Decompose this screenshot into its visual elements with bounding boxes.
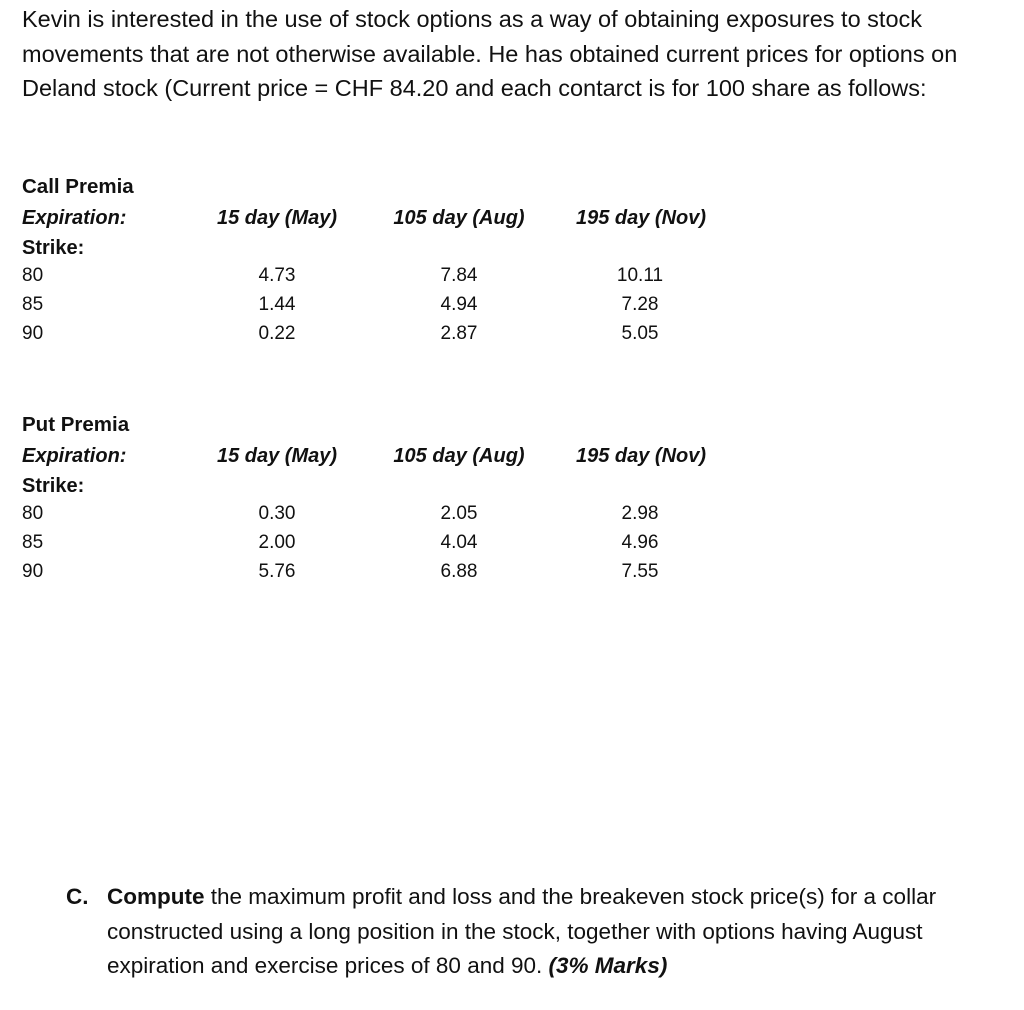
call-premia-title: Call Premia	[22, 175, 134, 198]
table-row	[0, 532, 1024, 561]
put-period-nov: 195 day (Nov)	[575, 445, 707, 467]
premium-value: 5.05	[621, 323, 659, 344]
premium-value: 4.73	[258, 265, 296, 286]
put-strike-label: Strike:	[22, 475, 85, 497]
premium-value: 7.84	[440, 265, 478, 286]
table-row	[0, 265, 1024, 294]
premium-value: 6.88	[440, 561, 478, 582]
strike-value: 85	[22, 532, 44, 553]
strike-value: 90	[22, 561, 44, 582]
problem-intro: Kevin is interested in the use of stock options as a way of obtaining exposures to stock movements that are not otherwise available. He has obtained current prices for options on Deland stock (Current price = CHF 84.20 and each contarct is for 100 share as follows:	[22, 6, 958, 101]
question-text	[107, 880, 997, 984]
premium-value: 10.11	[616, 265, 664, 286]
call-period-aug: 105 day (Aug)	[393, 207, 525, 229]
premium-value: 4.04	[440, 532, 478, 553]
premium-value: 0.30	[258, 503, 296, 524]
premium-value: 2.87	[440, 323, 478, 344]
table-row	[0, 323, 1024, 352]
premium-value: 1.44	[258, 294, 296, 315]
call-period-nov: 195 day (Nov)	[575, 207, 707, 229]
call-period-may: 15 day (May)	[216, 207, 338, 229]
strike-value: 80	[22, 503, 44, 524]
premium-value: 7.55	[621, 561, 659, 582]
premium-value: 2.00	[258, 532, 296, 553]
question-letter: C.	[66, 884, 89, 909]
question-verb: Compute	[107, 884, 205, 909]
table-row	[0, 294, 1024, 323]
premium-value: 4.94	[440, 294, 478, 315]
premium-value: 5.76	[258, 561, 296, 582]
put-period-aug: 105 day (Aug)	[393, 445, 525, 467]
premium-value: 7.28	[621, 294, 659, 315]
call-strike-label: Strike:	[22, 237, 85, 259]
put-premia-title: Put Premia	[22, 413, 130, 436]
premium-value: 2.05	[440, 503, 478, 524]
question-marks: (3% Marks)	[548, 953, 668, 978]
call-premia-table	[0, 172, 1024, 362]
put-period-may: 15 day (May)	[216, 445, 338, 467]
strike-value: 80	[22, 265, 44, 286]
put-premia-table	[0, 410, 1024, 600]
premium-value: 4.96	[621, 532, 659, 553]
question-body: the maximum profit and loss and the breakeven stock price(s) for a collar constructed using a long position in the stock, together with options having August expiration and exercise prices of 80 and 90.	[107, 884, 937, 978]
put-expiration-label: Expiration:	[22, 445, 127, 467]
premium-value: 0.22	[258, 323, 296, 344]
strike-value: 85	[22, 294, 44, 315]
premium-value: 2.98	[621, 503, 659, 524]
table-row	[0, 503, 1024, 532]
call-expiration-label: Expiration:	[22, 207, 127, 229]
strike-value: 90	[22, 323, 44, 344]
table-row	[0, 561, 1024, 590]
